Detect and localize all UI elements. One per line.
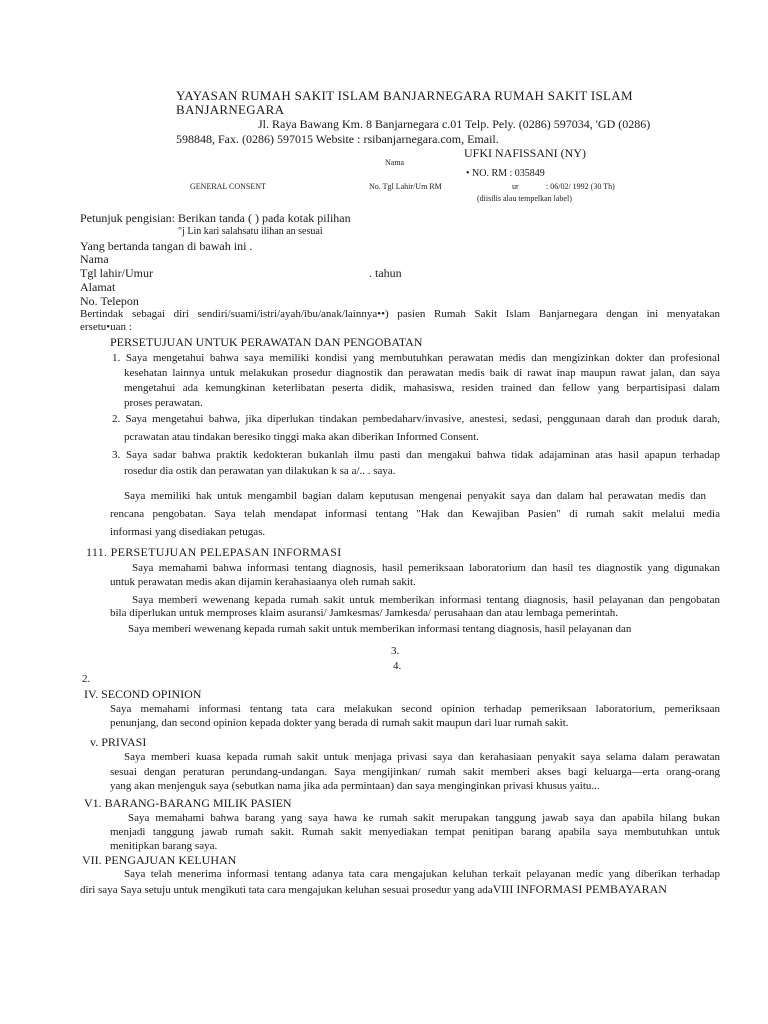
name-label: Nama bbox=[385, 158, 405, 167]
section1-item1-line2: kesehatan lainnya untuk melakukan prosedur diagnostik dan perawatan medis baik di rawat inap maupun rawat jalan, dan saya bbox=[124, 367, 720, 379]
medical-record-number: • NO. RM : 035849 bbox=[466, 168, 545, 179]
section6-line2: menjadi tanggung jawab rumah sakit. Rumah sakit menyediakan tempat penitipan barang apabila saya membutuhkan untuk bbox=[110, 826, 720, 838]
patient-name: UFKI NAFISSANI (NY) bbox=[464, 146, 587, 160]
section1-item2-line2: pcrawatan atau tindakan beresiko tinggi maka akan diberikan Informed Consent. bbox=[124, 431, 479, 443]
address-line1: Jl. Raya Bawang Km. 8 Banjarnegara c.01 Telp. Pely. (0286) 597034, 'GD (0286) bbox=[258, 117, 651, 131]
org-name-line2: BANJARNEGARA bbox=[176, 102, 285, 117]
identity-dob-suffix: . tahun bbox=[369, 266, 402, 280]
list-number-4: 4. bbox=[393, 660, 402, 672]
instruction-line2: "j Lin kari salahsatu ilihan an sesuai bbox=[178, 226, 323, 237]
section6-line3: menitipkan barang saya. bbox=[110, 840, 218, 852]
acting-as-line2: ersetu•uan : bbox=[80, 321, 132, 333]
dob-value-prefix: ur bbox=[512, 182, 519, 191]
dob-label: No. Tgl Lahir/Um RM bbox=[369, 182, 442, 191]
dob-value: : 06/02/ 1992 (30 Th) bbox=[546, 182, 615, 191]
section3-p3: Saya memberi wewenang kepada rumah sakit untuk memberikan informasi tentang diagnosis, hasil pelayanan dan bbox=[128, 623, 632, 635]
section1-item3-line2: rosedur dia ostik dan perawatan yan dilakukan k sa a/.. . saya. bbox=[124, 465, 396, 477]
acting-as-line1: Bertindak sebagai diri sendiri/suami/istri/ayah/ibu/anak/lainnya••) pasien Rumah Sakit Islam Banjarnegara dengan ini menyatakan bbox=[80, 308, 720, 320]
section4-line1: Saya memahami informasi tentang tata cara melakukan second opinion terhadap pemeriksaan laboratorium, pemeriksaan bbox=[110, 703, 720, 715]
section1-para-line2: rencana pengobatan. Saya telah mendapat informasi tentang "Hak dan Kewajiban Pasien" di rumah sakit melalui media bbox=[110, 508, 720, 520]
identity-phone-label: No. Telepon bbox=[80, 294, 139, 308]
section1-para-line3: informasi yang disediakan petugas. bbox=[110, 526, 266, 538]
section7-title: VII. PENGAJUAN KELUHAN bbox=[82, 853, 237, 867]
section5-title: v. PRIVASI bbox=[90, 735, 147, 749]
section1-title: PERSETUJUAN UNTUK PERAWATAN DAN PENGOBATAN bbox=[110, 335, 423, 349]
section1-item3-line1: 3. Saya sadar bahwa praktik kedokteran bukanlah ilmu pasti dan mengakui bahwa tidak adajaminan atas hasil apapun terhadap bbox=[112, 449, 720, 461]
section3-p2-line1: Saya memberi wewenang kepada rumah sakit untuk memberikan informasi tentang diagnosis, hasil pelayanan dan pengobatan bbox=[132, 594, 720, 606]
section1-para-line1: Saya memiliki hak untuk mengambil bagian dalam keputusan mengenai penyakit saya dan dalam hal perawatan medis dan bbox=[124, 490, 706, 502]
section7-line2-text: diri saya Saya setuju untuk mengikuti tata cara mengajukan keluhan sesuai prosedur yang ada bbox=[80, 884, 493, 896]
section6-line1: Saya memahami bahwa barang yang saya hawa ke rumah sakit merupakan tanggung jawab saya dan apabila hilang bukan bbox=[128, 812, 720, 824]
section4-title: IV. SECOND OPINION bbox=[84, 687, 202, 701]
section6-title: V1. BARANG-BARANG MILIK PASIEN bbox=[84, 796, 292, 810]
identity-intro: Yang bertanda tangan di bawah ini . bbox=[80, 239, 253, 253]
section7-line2 bbox=[80, 882, 667, 897]
address-line2: 598848, Fax. (0286) 597015 Website : rsibanjarnegara.com, Email. bbox=[176, 132, 499, 146]
section1-item1-line3: mengetahui ada kemungkinan keterlibatan peserta didik, mahasiswa, residen trained dan fellow yang berpartisipasi dalam bbox=[124, 382, 720, 394]
section5-line3: yang akan menjenguk saya (sebutkan nama jika ada permintaan) dan saya menginginkan privasi khusus yaitu... bbox=[110, 780, 600, 792]
identity-address-label: Alamat bbox=[80, 280, 116, 294]
section1-item2-line1: 2. Saya mengetahui bahwa, jika diperlukan tindakan pembedaharv/invasive, anestesi, sedasi, penggunaan darah dan produk darah, bbox=[112, 413, 720, 425]
identity-name-label: Nama bbox=[80, 252, 109, 266]
org-name-line1: YAYASAN RUMAH SAKIT ISLAM BANJARNEGARA RUMAH SAKIT ISLAM bbox=[176, 88, 633, 103]
section5-line2: sesuai dengan peraturan perundang-undangan. Saya mengijinkan/ rumah sakit memberi akses bagi keluarga—erta orang-orang bbox=[110, 766, 720, 778]
section3-p1-line2: untuk perawatan medis akan dijamin kerahasiaanya oleh rumah sakit. bbox=[110, 576, 416, 588]
section3-title: 111. PERSETUJUAN PELEPASAN INFORMASI bbox=[86, 545, 342, 559]
section5-line1: Saya memberi kuasa kepada rumah sakit untuk menjaga privasi saya dan kerahasiaan penyakit saya selama dalam perawatan bbox=[124, 751, 720, 763]
list-number-3: 3. bbox=[391, 645, 400, 657]
section8-title: VIII INFORMASI PEMBAYARAN bbox=[492, 882, 667, 896]
instruction-line1: Petunjuk pengisian: Berikan tanda ( ) pada kotak pilihan bbox=[80, 211, 351, 225]
identity-dob-label: Tgl lahir/Umur bbox=[80, 266, 153, 280]
section7-line1: Saya telah menerima informasi tentang adanya tata cara mengajukan keluhan terkait pelayanan medic yang diberikan terhadap bbox=[124, 868, 720, 880]
label-note: (diisilis alau tempelkan label) bbox=[477, 194, 572, 203]
section1-item1-line4: proses perawatan. bbox=[124, 397, 203, 409]
section3-p2-line2: bila diperlukan untuk memproses klaim asuransi/ Jamkesmas/ Jamkesda/ perusahaan dan atau lembaga pemerintah. bbox=[110, 607, 618, 619]
section3-p1-line1: Saya memahami bahwa informasi tentang diagnosis, hasil pemeriksaan laboratorium dan hasil tes diagnostik yang digunakan bbox=[132, 562, 720, 574]
section1-item1-line1: 1. Saya mengetahui bahwa saya memiliki kondisi yang membutuhkan perawatan medis dan mengizinkan dokter dan profesional bbox=[112, 352, 720, 364]
form-title: GENERAL CONSENT bbox=[190, 182, 266, 191]
list-number-2: 2. bbox=[82, 673, 91, 685]
section4-line2: penunjang, dan second opinion kepada dokter yang berada di rumah sakit maupun dari luar rumah sakit. bbox=[110, 717, 569, 729]
